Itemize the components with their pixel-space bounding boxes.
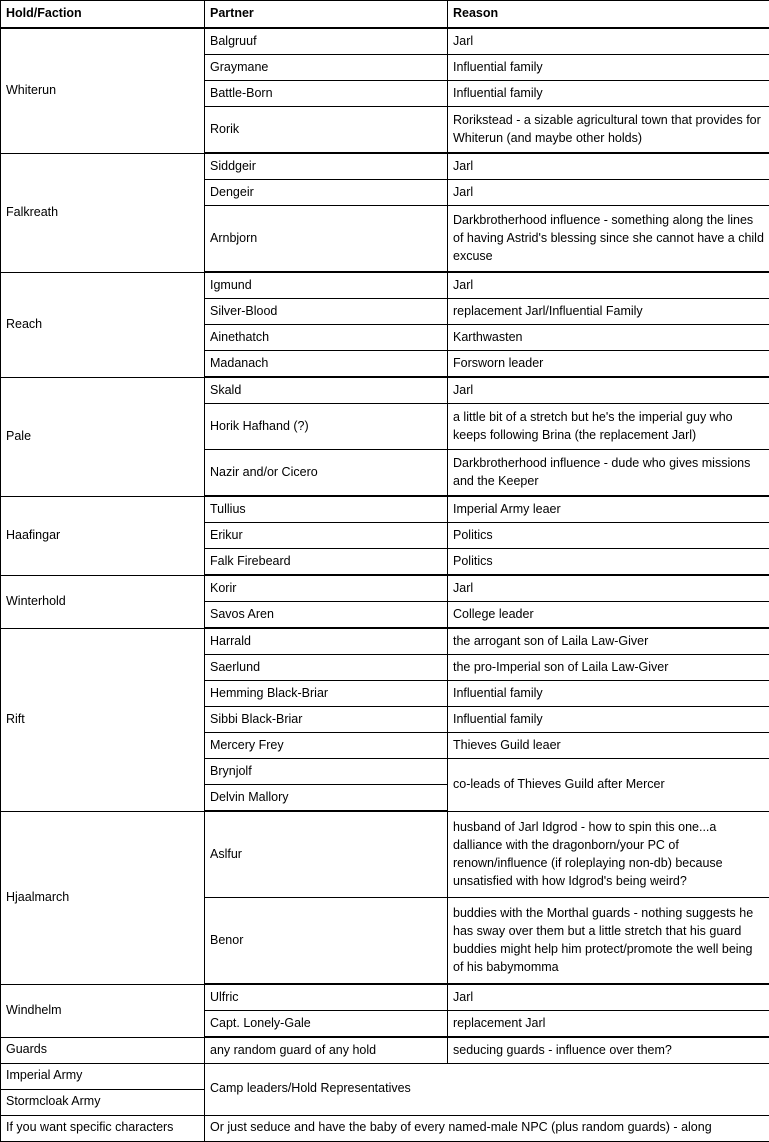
table-row	[1, 1037, 769, 1063]
table-row	[1, 1063, 769, 1089]
partner-cell: Silver-Blood	[205, 299, 448, 325]
reason-cell: Politics	[448, 549, 769, 576]
reason-cell: the arrogant son of Laila Law-Giver	[448, 628, 769, 655]
reason-cell: Jarl	[448, 984, 769, 1011]
table-row	[1, 811, 769, 898]
table-row	[1, 272, 769, 299]
reason-cell: College leader	[448, 602, 769, 629]
reason-cell: Darkbrotherhood influence - something along the lines of having Astrid's blessing since she cannot have a child excuse	[448, 206, 769, 273]
hold-name-cell: Imperial Army	[1, 1063, 205, 1089]
hold-name-cell: Guards	[1, 1037, 205, 1063]
hold-name-cell: Windhelm	[1, 984, 205, 1037]
partner-cell: Balgruuf	[205, 28, 448, 55]
reason-cell: co-leads of Thieves Guild after Mercer	[448, 759, 769, 812]
table-row	[1, 1115, 769, 1141]
hold-name-cell: Winterhold	[1, 575, 205, 628]
column-header-partner: Partner	[205, 1, 448, 29]
partner-cell: Rorik	[205, 107, 448, 154]
reason-cell: buddies with the Morthal guards - nothing suggests he has sway over them but a little stretch that his guard buddies might help him protect/promote the well being of his babymomma	[448, 898, 769, 985]
partner-cell: Capt. Lonely-Gale	[205, 1011, 448, 1038]
table-body	[1, 28, 769, 1141]
partner-cell: Ulfric	[205, 984, 448, 1011]
table-header-row	[1, 1, 769, 29]
partner-cell: Graymane	[205, 55, 448, 81]
table-row	[1, 28, 769, 55]
table-header	[1, 1, 769, 29]
partner-cell: Skald	[205, 377, 448, 404]
reason-cell: Imperial Army leaer	[448, 496, 769, 523]
table-row	[1, 153, 769, 180]
table-row	[1, 496, 769, 523]
partner-cell: Benor	[205, 898, 448, 985]
hold-name-cell: Pale	[1, 377, 205, 496]
hold-name-cell: Hjaalmarch	[1, 811, 205, 984]
reason-cell: Influential family	[448, 681, 769, 707]
hold-name-cell: Stormcloak Army	[1, 1089, 205, 1115]
partner-cell: Ainethatch	[205, 325, 448, 351]
partner-cell: Savos Aren	[205, 602, 448, 629]
partner-cell: Erikur	[205, 523, 448, 549]
reason-cell: Forsworn leader	[448, 351, 769, 378]
reason-cell: a little bit of a stretch but he's the imperial guy who keeps following Brina (the replacement Jarl)	[448, 404, 769, 450]
partner-cell: Arnbjorn	[205, 206, 448, 273]
hold-name-cell: Rift	[1, 628, 205, 811]
partner-cell: Falk Firebeard	[205, 549, 448, 576]
reason-cell: Influential family	[448, 707, 769, 733]
column-header-reason: Reason	[448, 1, 769, 29]
reason-cell: Jarl	[448, 153, 769, 180]
table-row	[1, 575, 769, 602]
merged-note-cell: Or just seduce and have the baby of every named-male NPC (plus random guards) - along	[205, 1115, 769, 1141]
reason-cell: replacement Jarl	[448, 1011, 769, 1038]
hold-name-cell: Whiterun	[1, 28, 205, 153]
partner-cell: Saerlund	[205, 655, 448, 681]
partner-cell: Brynjolf	[205, 759, 448, 785]
reason-cell: Jarl	[448, 180, 769, 206]
partner-cell: Siddgeir	[205, 153, 448, 180]
partner-cell: Igmund	[205, 272, 448, 299]
reason-cell: Jarl	[448, 28, 769, 55]
reason-cell: Rorikstead - a sizable agricultural town that provides for Whiterun (and maybe other holds)	[448, 107, 769, 154]
reason-cell: Jarl	[448, 377, 769, 404]
reason-cell: Jarl	[448, 272, 769, 299]
partner-cell: Sibbi Black-Briar	[205, 707, 448, 733]
merged-note-cell: Camp leaders/Hold Representatives	[205, 1063, 769, 1115]
reason-cell: Influential family	[448, 81, 769, 107]
partner-cell: Harrald	[205, 628, 448, 655]
hold-name-cell: Falkreath	[1, 153, 205, 272]
partner-cell: any random guard of any hold	[205, 1037, 448, 1063]
reason-cell: Karthwasten	[448, 325, 769, 351]
partner-cell: Tullius	[205, 496, 448, 523]
hold-name-cell: If you want specific characters	[1, 1115, 205, 1141]
partner-cell: Dengeir	[205, 180, 448, 206]
partner-cell: Hemming Black-Briar	[205, 681, 448, 707]
reason-cell: replacement Jarl/Influential Family	[448, 299, 769, 325]
partner-cell: Madanach	[205, 351, 448, 378]
table-row	[1, 377, 769, 404]
hold-name-cell: Reach	[1, 272, 205, 377]
table-row	[1, 984, 769, 1011]
reason-cell: Politics	[448, 523, 769, 549]
partner-cell: Korir	[205, 575, 448, 602]
hold-name-cell: Haafingar	[1, 496, 205, 575]
reason-cell: husband of Jarl Idgrod - how to spin this one...a dalliance with the dragonborn/your PC of renown/influence (if roleplaying non-db) because unsatisfied with how Idgrod's being weird?	[448, 811, 769, 898]
partner-cell: Aslfur	[205, 811, 448, 898]
partner-cell: Delvin Mallory	[205, 785, 448, 812]
reason-cell: Influential family	[448, 55, 769, 81]
reason-cell: seducing guards - influence over them?	[448, 1037, 769, 1063]
reason-cell: the pro-Imperial son of Laila Law-Giver	[448, 655, 769, 681]
partner-cell: Battle-Born	[205, 81, 448, 107]
reason-cell: Jarl	[448, 575, 769, 602]
partner-cell: Mercery Frey	[205, 733, 448, 759]
column-header-hold: Hold/Faction	[1, 1, 205, 29]
partner-cell: Nazir and/or Cicero	[205, 450, 448, 497]
table-row	[1, 628, 769, 655]
reason-cell: Darkbrotherhood influence - dude who gives missions and the Keeper	[448, 450, 769, 497]
partner-cell: Horik Hafhand (?)	[205, 404, 448, 450]
reason-cell: Thieves Guild leaer	[448, 733, 769, 759]
